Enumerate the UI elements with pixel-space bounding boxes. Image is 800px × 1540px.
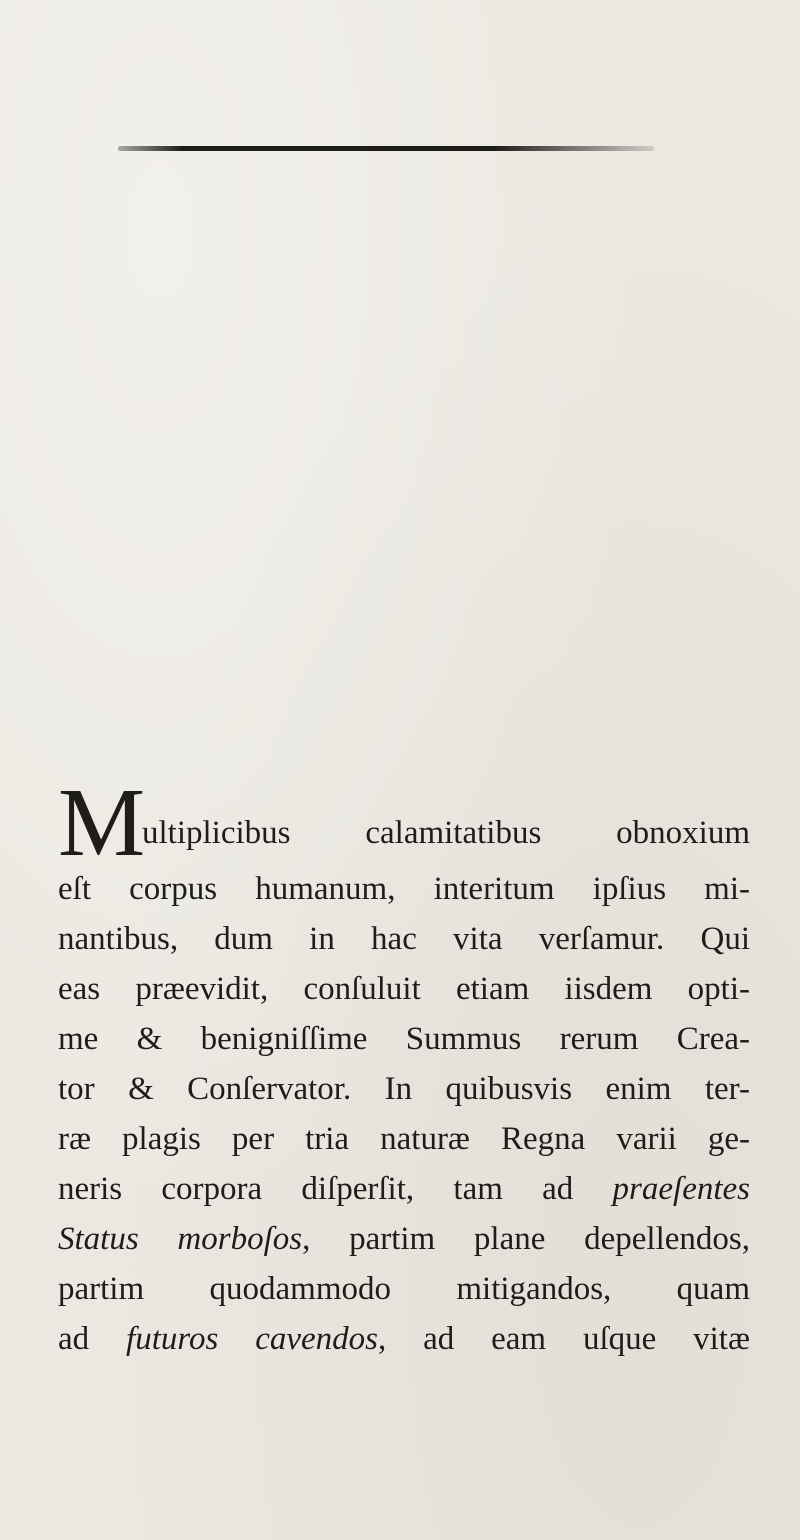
header-rule [118, 146, 654, 151]
first-line [58, 769, 750, 877]
text-line-1: ultiplicibus calamitatibus obnoxium [142, 815, 750, 851]
text-line-6: tor & Conſervator. In quibusvis enim ter- [58, 1071, 750, 1107]
text-line-7: ræ plagis per tria naturæ Regna varii ge- [58, 1121, 750, 1157]
text-line-5: me & benigniſſime Summus rerum Crea- [58, 1021, 750, 1057]
line-8-text: neris corpora diſperſit, tam ad [58, 1171, 613, 1207]
text-line-10: partim quodammodo mitigandos, quam [58, 1271, 750, 1307]
text-line-3: nantibus, dum in hac vita verſamur. Qui [58, 921, 750, 957]
line-9-italic: Status morboſos [58, 1221, 303, 1257]
text-line-2: eſt corpus humanum, interitum ipſius mi- [58, 871, 750, 907]
line-9-text: , partim plane depellendos, [302, 1221, 750, 1257]
drop-cap: M [58, 769, 144, 877]
line-11-post: , ad eam uſque vitæ [377, 1321, 750, 1357]
text-line-9 [58, 1214, 750, 1264]
line-8-italic: praeſentes [612, 1171, 750, 1207]
text-line-8 [58, 1164, 750, 1214]
line-11-pre: ad [58, 1321, 127, 1357]
text-line-4: eas præevidit, conſuluit etiam iisdem opti- [58, 971, 750, 1007]
text-line-11 [58, 1314, 750, 1364]
line-11-italic: futuros cavendos [126, 1321, 378, 1357]
body-text [58, 769, 750, 1364]
